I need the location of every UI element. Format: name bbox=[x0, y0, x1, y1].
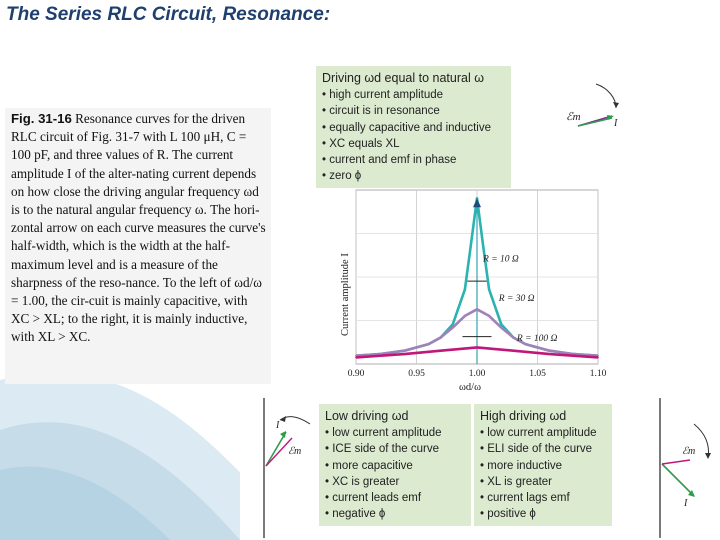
box-low-heading: Low driving ωd bbox=[325, 409, 409, 423]
curve-point bbox=[452, 327, 454, 329]
series-label: R = 10 Ω bbox=[483, 254, 519, 265]
box-natural-item: • current and emf in phase bbox=[322, 152, 505, 168]
emf-label: ℰm bbox=[682, 446, 696, 457]
box-natural-item: • XC equals XL bbox=[322, 136, 505, 152]
resonance-chart bbox=[336, 186, 606, 396]
curve-point bbox=[464, 289, 466, 291]
box-natural-frequency bbox=[316, 66, 511, 188]
current-label: I bbox=[684, 498, 688, 509]
series-label: R = 30 Ω bbox=[498, 294, 535, 305]
phasor-arrowhead bbox=[607, 115, 614, 120]
box-natural-heading: Driving ωd equal to natural ω bbox=[322, 71, 484, 85]
x-tick-label: 1.10 bbox=[589, 369, 606, 379]
figure-caption bbox=[5, 108, 271, 384]
curve-point bbox=[476, 309, 478, 311]
current-phasor bbox=[266, 432, 286, 466]
curve-point bbox=[428, 343, 430, 345]
curve-point bbox=[513, 350, 515, 352]
curve-point bbox=[549, 350, 551, 352]
curve-point bbox=[482, 244, 484, 246]
curve-point bbox=[500, 327, 502, 329]
curve-point bbox=[488, 315, 490, 317]
x-tick-label: 0.95 bbox=[408, 369, 425, 379]
box-natural-item: • circuit is in resonance bbox=[322, 103, 505, 119]
curve-point bbox=[452, 323, 454, 325]
figure-number: Fig. 31-16 bbox=[11, 111, 72, 126]
box-low-item: • negative ϕ bbox=[325, 506, 465, 522]
box-natural-item: • equally capacitive and inductive bbox=[322, 120, 505, 136]
box-natural-item: • high current amplitude bbox=[322, 87, 505, 103]
box-high-item: • current lags emf bbox=[480, 490, 606, 506]
curve-point bbox=[404, 353, 406, 355]
curve-point bbox=[488, 289, 490, 291]
box-high-item: • XL is greater bbox=[480, 474, 606, 490]
curve-point bbox=[440, 337, 442, 339]
curve-point bbox=[355, 357, 357, 359]
phasor-diagram-high bbox=[654, 398, 716, 538]
rotation-arrowhead bbox=[613, 102, 619, 108]
box-natural-item: • zero ϕ bbox=[322, 168, 505, 184]
box-low-item: • XC is greater bbox=[325, 474, 465, 490]
curve-point bbox=[404, 350, 406, 352]
series-label: R = 100 Ω bbox=[516, 333, 558, 344]
emf-label: ℰm bbox=[566, 111, 581, 123]
rotation-arc bbox=[596, 84, 616, 108]
chart-x-axis-label: ωd/ω bbox=[459, 382, 481, 393]
emf-phasor bbox=[662, 460, 690, 464]
x-tick-label: 1.00 bbox=[468, 369, 486, 379]
chart-y-axis-label: Current amplitude I bbox=[340, 253, 351, 336]
curve-point bbox=[549, 353, 551, 355]
rotation-arrowhead bbox=[705, 453, 711, 459]
current-phasor bbox=[578, 118, 612, 126]
box-high-item: • positive ϕ bbox=[480, 506, 606, 522]
chart-grid bbox=[356, 190, 598, 364]
emf-label: ℰm bbox=[288, 446, 302, 457]
box-high-driving bbox=[474, 404, 612, 526]
box-low-driving bbox=[319, 404, 471, 526]
box-low-item: • low current amplitude bbox=[325, 425, 465, 441]
curve-point bbox=[440, 350, 442, 352]
curve-point bbox=[464, 315, 466, 317]
phasor-diagram-natural bbox=[556, 78, 626, 138]
current-label: I bbox=[276, 420, 280, 431]
box-high-heading: High driving ωd bbox=[480, 409, 567, 423]
rotation-arc bbox=[694, 424, 708, 458]
caption-text: Resonance curves for the driven RLC circuit of Fig. 31-7 with L 100 μH, C = 100 pF, and three values of R. The current amplitude I of the alter-nating current depends on how close the driving angular frequency ωd is to the natural angular frequency ω. The hori-zontal arrow on each curve measures the curve's half-width, which is the width at the half-maximum level and is a measure of the sharpness of the reso-nance. To the left of ωd/ω = 1.00, the cir-cuit is mainly capacitive, with XC > XL; to the right, it is mainly inductive, with XL > XC. bbox=[11, 111, 266, 345]
curve-point bbox=[470, 244, 472, 246]
x-tick-label: 0.90 bbox=[347, 369, 365, 379]
box-high-item: • more inductive bbox=[480, 458, 606, 474]
box-high-item: • ELI side of the curve bbox=[480, 441, 606, 457]
box-low-item: • current leads emf bbox=[325, 490, 465, 506]
slide-title: The Series RLC Circuit, Resonance: bbox=[6, 4, 331, 25]
x-tick-label: 1.05 bbox=[529, 369, 546, 379]
box-high-item: • low current amplitude bbox=[480, 425, 606, 441]
box-low-item: • more capacitive bbox=[325, 458, 465, 474]
curve-point bbox=[513, 337, 515, 339]
curve-point bbox=[500, 323, 502, 325]
current-label: I bbox=[614, 118, 618, 129]
curve-point bbox=[597, 357, 599, 359]
current-phasor bbox=[662, 464, 694, 496]
curve-point bbox=[476, 347, 478, 349]
phasor-diagram-low bbox=[258, 398, 318, 538]
box-low-item: • ICE side of the curve bbox=[325, 441, 465, 457]
